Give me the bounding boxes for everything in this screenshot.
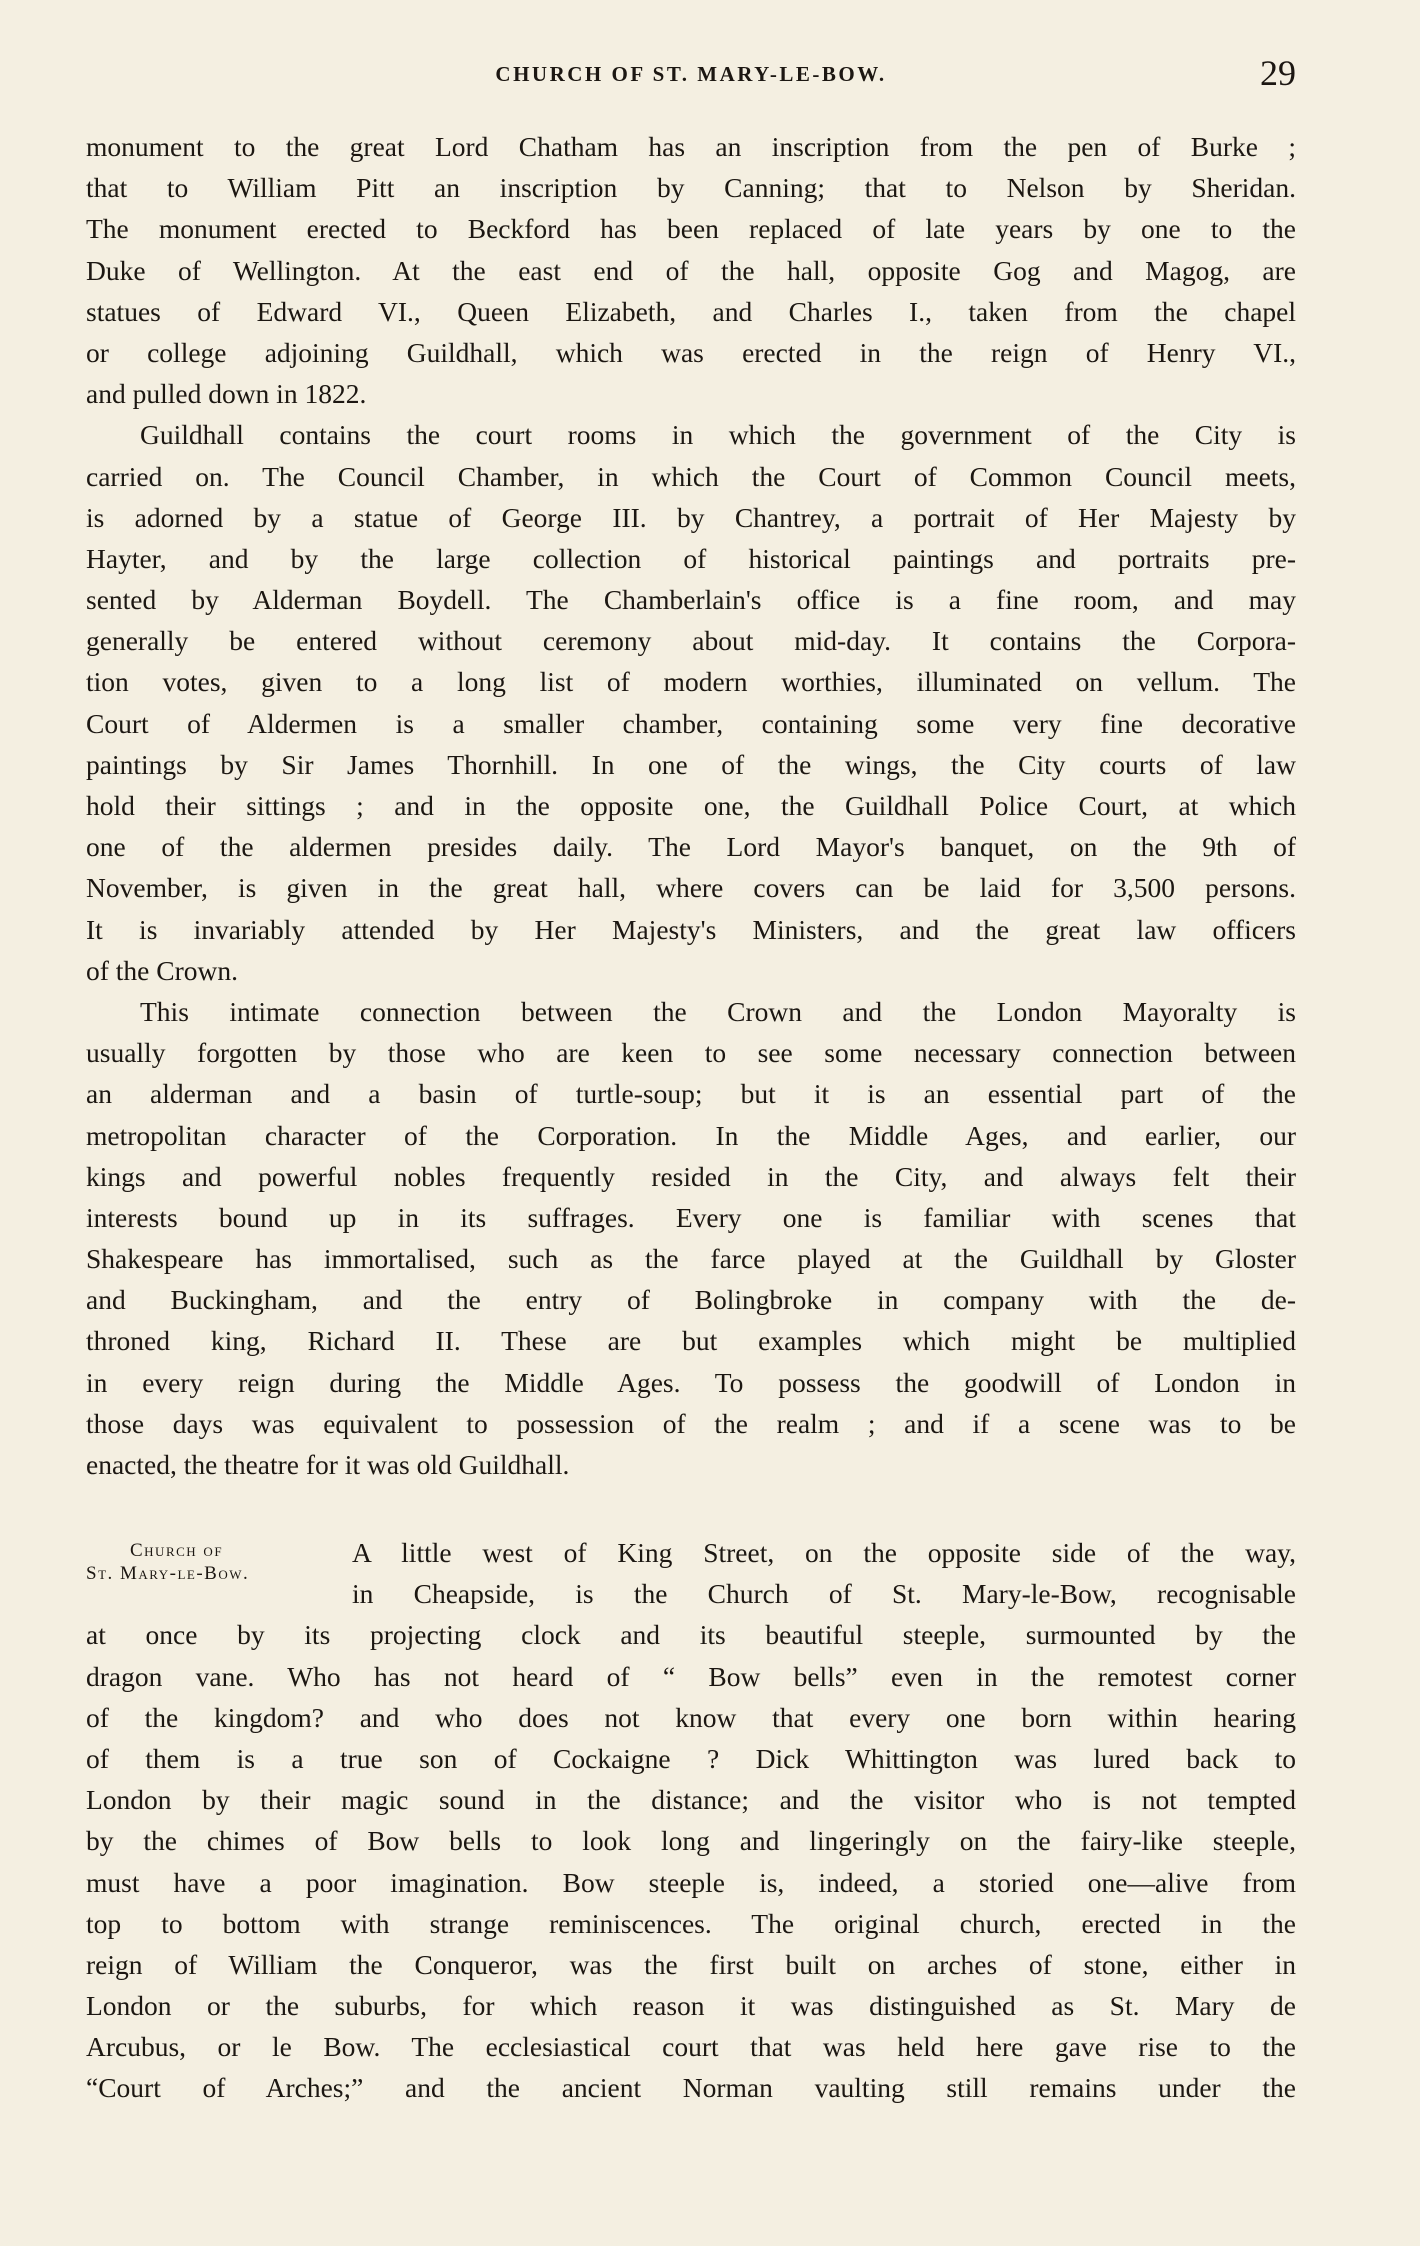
text-line: reign of William the Conqueror, was the first built on arches of stone, either in [86,1948,1296,1980]
text-line: monument to the great Lord Chatham has an inscription from the pen of Burke ; [86,131,1296,162]
text-line: of the Crown. [86,954,238,986]
text-line: of the kingdom? and who does not know that every one born within hearing [86,1701,1296,1733]
paragraph [86,126,1296,414]
text-line: must have a poor imagination. Bow steeple is, indeed, a storied one—alive from [86,1866,1296,1898]
page-number: 29 [1260,53,1296,93]
text-line: A little west of King Street, on the opposite side of the way, [352,1537,1296,1568]
text-line: dragon vane. Who has not heard of “ Bow bells” even in the remotest corner [86,1660,1296,1692]
text-line: Hayter, and by the large collection of historical paintings and portraits pre- [86,542,1296,574]
text-line: Guildhall contains the court rooms in which the government of the City is [140,419,1296,451]
marginal-heading-line: Church of [130,1540,224,1561]
text-line: generally be entered without ceremony about mid-day. It contains the Corpora- [86,625,1296,657]
text-line: that to William Pitt an inscription by Canning; that to Nelson by Sheridan. [86,172,1296,204]
text-line: kings and powerful nobles frequently resided in the City, and always felt their [86,1160,1296,1192]
text-line: The monument erected to Beckford has been replaced of late years by one to the [86,213,1296,245]
section-st-mary-le-bow [86,1532,1296,2109]
paragraph [86,991,1296,1485]
text-line: at once by its projecting clock and its beautiful steeple, surmounted by the [86,1619,1296,1651]
marginal-heading-line: St. Mary-le-Bow. [86,1563,250,1584]
text-line: interests bound up in its suffrages. Every one is familiar with scenes that [86,1201,1296,1233]
text-line: London by their magic sound in the distance; and the visitor who is not tempted [86,1784,1296,1816]
paragraph [86,414,1296,991]
text-line: tion votes, given to a long list of modern worthies, illuminated on vellum. The [86,666,1296,698]
text-line: those days was equivalent to possession of the realm ; and if a scene was to be [86,1407,1296,1439]
text-line: “Court of Arches;” and the ancient Norman vaulting still remains under the [86,2072,1296,2104]
text-line: is adorned by a statue of George III. by Chantrey, a portrait of Her Majesty by [86,501,1296,533]
text-line: hold their sittings ; and in the opposite one, the Guildhall Police Court, at which [86,790,1296,821]
body-text [86,126,1296,1485]
text-line: carried on. The Council Chamber, in which the Court of Common Council meets, [86,460,1296,492]
text-line: of them is a true son of Cockaigne ? Dick Whittington was lured back to [86,1742,1296,1774]
running-title: CHURCH OF ST. MARY-LE-BOW. [495,62,887,86]
text-line: Arcubus, or le Bow. The ecclesiastical court that was held here gave rise to the [86,2031,1296,2063]
text-line: statues of Edward VI., Queen Elizabeth, and Charles I., taken from the chapel [86,295,1296,327]
text-line: in Cheapside, is the Church of St. Mary-le-Bow, recognisable [352,1578,1296,1610]
text-line: in every reign during the Middle Ages. To possess the goodwill of London in [86,1366,1296,1398]
text-line: by the chimes of Bow bells to look long and lingeringly on the fairy-like steeple, [86,1825,1296,1857]
text-line: top to bottom with strange reminiscences. The original church, erected in the [86,1907,1296,1939]
text-line: Shakespeare has immortalised, such as the farce played at the Guildhall by Gloster [86,1243,1296,1275]
text-line: Court of Aldermen is a smaller chamber, containing some very fine decorative [86,707,1296,739]
text-line: London or the suburbs, for which reason it was distinguished as St. Mary de [86,1990,1296,2022]
text-line: November, is given in the great hall, where covers can be laid for 3,500 persons. [86,872,1296,904]
text-line: metropolitan character of the Corporation. In the Middle Ages, and earlier, our [86,1119,1296,1151]
text-line: This intimate connection between the Crown and the London Mayoralty is [140,995,1296,1027]
text-line: enacted, the theatre for it was old Guildhall. [86,1449,570,1480]
text-line: It is invariably attended by Her Majesty's Ministers, and the great law officers [86,913,1296,945]
text-line: throned king, Richard II. These are but examples which might be multiplied [86,1325,1296,1357]
text-line: paintings by Sir James Thornhill. In one of the wings, the City courts of law [86,748,1296,780]
text-line: and pulled down in 1822. [86,378,367,410]
text-line: Duke of Wellington. At the east end of the hall, opposite Gog and Magog, are [86,254,1296,286]
running-head [86,52,1296,92]
text-line: usually forgotten by those who are keen to see some necessary connection between [86,1037,1296,1069]
text-line: an alderman and a basin of turtle-soup; but it is an essential part of the [86,1078,1296,1110]
marginal-heading [86,1532,356,1614]
text-line: and Buckingham, and the entry of Bolingbroke in company with the de- [86,1284,1296,1316]
text-line: sented by Alderman Boydell. The Chamberlain's office is a fine room, and may [86,584,1296,616]
text-line: one of the aldermen presides daily. The Lord Mayor's banquet, on the 9th of [86,831,1296,863]
text-line: or college adjoining Guildhall, which was erected in the reign of Henry VI., [86,336,1296,368]
